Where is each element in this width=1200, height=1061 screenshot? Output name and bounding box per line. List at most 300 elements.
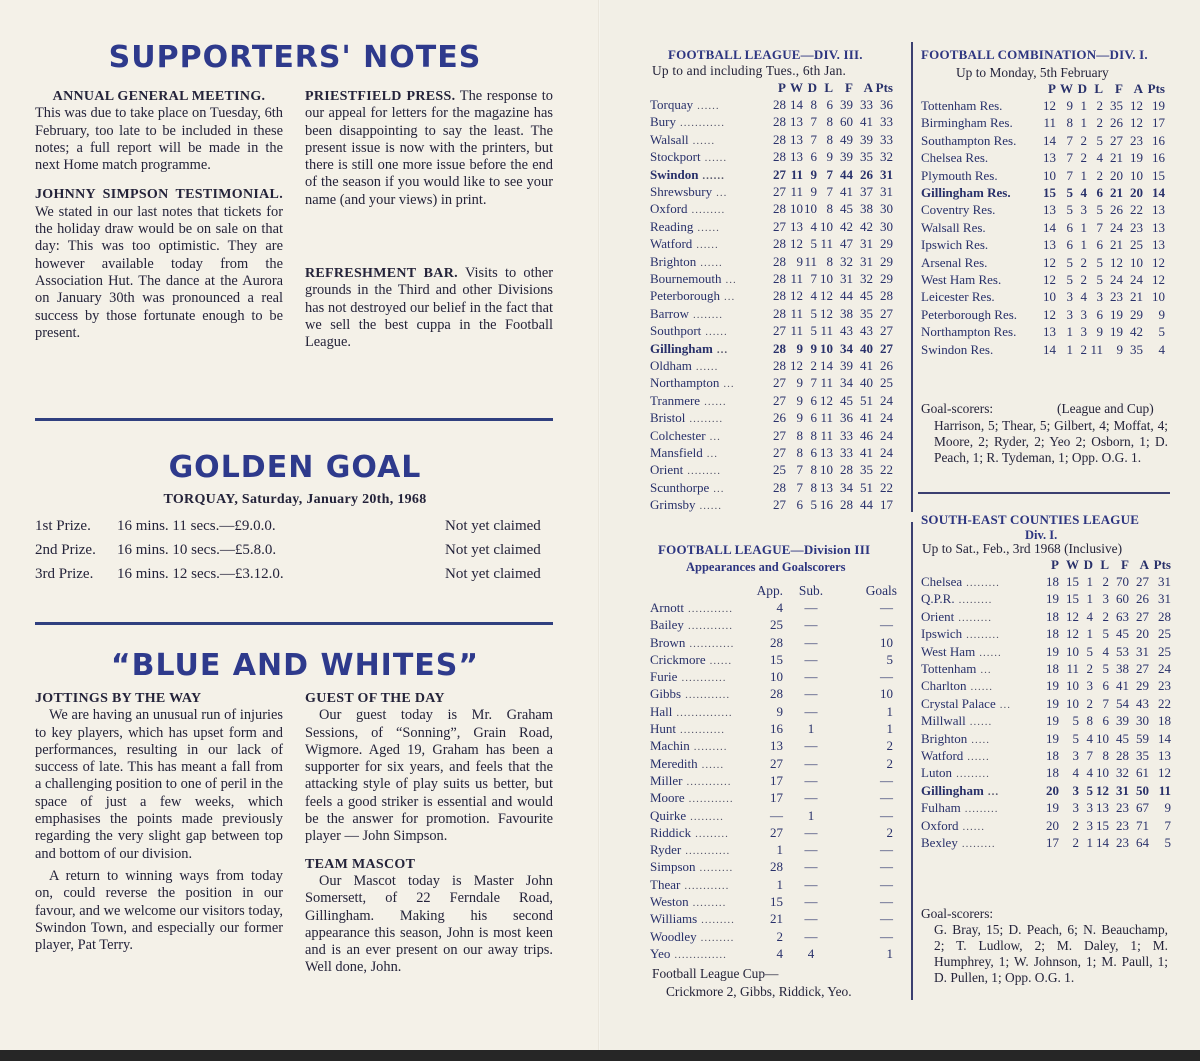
team-name: Tottenham Res. xyxy=(921,98,1003,114)
team-name: Chelsea Res. xyxy=(921,150,989,166)
stat-d: 2 xyxy=(1080,150,1087,166)
appearances-cell: 13 xyxy=(770,738,783,754)
table-row xyxy=(650,427,893,444)
stat-w: 9 xyxy=(796,375,803,391)
stat-d: 8 xyxy=(1086,713,1093,729)
blue-whites-heading: “BLUE AND WHITES” xyxy=(110,648,480,683)
combination-goalscorers-note: (League and Cup) xyxy=(1057,401,1154,416)
apps-table xyxy=(650,582,897,963)
stat-f: 34 xyxy=(840,340,853,356)
stat-p: 27 xyxy=(773,427,786,443)
header-l: L xyxy=(1094,80,1103,96)
table-row xyxy=(650,807,897,824)
team-name: Barrow xyxy=(650,305,689,321)
press-text: The response to our appeal for letters for the magazine has been disappointing to say the least. The present issue is now with the printers, but there is still one more issue before the end of the season if you would like to see your name (and your views) in print. xyxy=(305,88,553,208)
leader-dots: ... xyxy=(725,273,737,286)
team-cell xyxy=(921,237,1039,254)
team-cell xyxy=(921,341,1039,358)
stat-w: 1 xyxy=(1066,324,1073,340)
apps-header-sub: Sub. xyxy=(798,582,824,598)
stat-a: 25 xyxy=(1130,237,1143,253)
stat-d: 2 xyxy=(1080,341,1087,357)
jottings-text-1: We are having an unusual run of injuries to key players, which has upset form and performances, resulting in our lack of success of late. This has meant a fall from a challenging position to one of peril in the space of just a few weeks, which emphasises the points made previously regarding the very slight gap between top and bottom of our division. xyxy=(35,707,283,862)
stat-pts: 25 xyxy=(880,375,893,391)
stat-w: 7 xyxy=(1066,132,1073,148)
header-w: W xyxy=(790,79,803,95)
stat-p: 19 xyxy=(1046,678,1059,694)
team-cell xyxy=(650,96,768,113)
stat-pts: 29 xyxy=(880,253,893,269)
stat-w: 4 xyxy=(1072,765,1079,781)
team-name: Northampton xyxy=(650,375,720,391)
team-name: West Ham Res. xyxy=(921,271,1002,287)
stat-w: 10 xyxy=(1066,695,1079,711)
team-name: Reading xyxy=(650,218,694,234)
southeast-title: SOUTH-EAST COUNTIES LEAGUE xyxy=(921,512,1140,527)
player-cell xyxy=(650,945,750,962)
team-cell xyxy=(921,730,1039,747)
stat-p: 19 xyxy=(1046,800,1059,816)
stat-w: 9 xyxy=(796,340,803,356)
player-cell xyxy=(650,772,750,789)
stat-d: 11 xyxy=(804,253,817,269)
stat-w: 9 xyxy=(796,410,803,426)
stat-f: 23 xyxy=(1116,834,1129,850)
stat-d: 5 xyxy=(810,305,817,321)
leader-dots: ...... xyxy=(979,646,1002,659)
stat-f: 21 xyxy=(1110,185,1123,201)
stat-p: 17 xyxy=(1046,834,1059,850)
header-w: W xyxy=(1066,556,1079,572)
stat-l: 11 xyxy=(820,410,833,426)
table-row xyxy=(921,323,1165,340)
leader-dots: ............ xyxy=(685,689,731,702)
header-p: P xyxy=(778,79,786,95)
appearances-cell: 25 xyxy=(770,617,783,633)
player-name: Arnott xyxy=(650,599,684,615)
stat-w: 3 xyxy=(1066,289,1073,305)
stat-pts: 24 xyxy=(880,410,893,426)
supporters-notes-heading: SUPPORTERS' NOTES xyxy=(108,40,482,75)
goals-cell: 1 xyxy=(886,703,893,719)
team-cell xyxy=(921,765,1039,782)
stat-l: 13 xyxy=(1096,800,1109,816)
appearances-cell: 21 xyxy=(770,911,783,927)
leader-dots: ... xyxy=(709,430,721,443)
stat-pts: 30 xyxy=(880,201,893,217)
stat-pts: 14 xyxy=(1158,730,1171,746)
leader-dots: ...... xyxy=(700,256,723,269)
player-name: Moore xyxy=(650,790,685,806)
stat-p: 12 xyxy=(1043,254,1056,270)
team-cell xyxy=(650,253,768,270)
table-row xyxy=(921,713,1171,730)
goals-cell: 5 xyxy=(886,651,893,667)
team-name: Orient xyxy=(921,608,955,624)
table-row xyxy=(650,824,897,841)
right-page xyxy=(600,0,1200,1061)
player-cell xyxy=(650,651,750,668)
table-row xyxy=(650,945,897,962)
table-row xyxy=(921,626,1171,643)
stat-l: 12 xyxy=(820,392,833,408)
table-row xyxy=(650,668,897,685)
stat-w: 15 xyxy=(1066,591,1079,607)
stat-f: 19 xyxy=(1110,306,1123,322)
team-name: Charlton xyxy=(921,678,967,694)
stat-p: 27 xyxy=(773,497,786,513)
stat-d: 1 xyxy=(1080,115,1087,131)
leader-dots: ............ xyxy=(686,775,732,788)
stat-pts: 17 xyxy=(1152,115,1165,131)
stat-l: 11 xyxy=(1090,341,1103,357)
team-name: Q.P.R. xyxy=(921,591,955,607)
stat-l: 7 xyxy=(1102,695,1109,711)
leader-dots: ......... xyxy=(699,862,734,875)
stat-f: 41 xyxy=(1116,678,1129,694)
goals-cell: — xyxy=(880,911,893,927)
stat-l: 7 xyxy=(1096,219,1103,235)
stat-pts: 33 xyxy=(880,131,893,147)
header-l: L xyxy=(824,79,833,95)
stat-pts: 9 xyxy=(1164,800,1171,816)
team-name: Crystal Palace xyxy=(921,695,996,711)
stat-l: 6 xyxy=(1096,237,1103,253)
stat-a: 42 xyxy=(1130,324,1143,340)
stat-d: 5 xyxy=(810,497,817,513)
stat-a: 33 xyxy=(860,97,873,113)
stat-f: 43 xyxy=(840,323,853,339)
team-name: Gillingham xyxy=(650,340,713,356)
stat-a: 29 xyxy=(1136,678,1149,694)
stat-d: 2 xyxy=(1080,132,1087,148)
team-name: Chelsea xyxy=(921,574,963,590)
div3-subtitle: Up to and including Tues., 6th Jan. xyxy=(652,63,847,78)
stat-w: 13 xyxy=(790,131,803,147)
combination-goalscorers: Harrison, 5; Thear, 5; Gilbert, 4; Moffat, 4; Moore, 2; Ryder, 2; Yeo 2; Osborn, 1; D. Peach, 1; R. Tydeman, 1; Opp. O.G. 1. xyxy=(934,418,1168,465)
stat-l: 8 xyxy=(826,114,833,130)
team-cell xyxy=(650,340,768,357)
stat-p: 28 xyxy=(773,201,786,217)
stat-p: 28 xyxy=(773,97,786,113)
appearances-cell: 1 xyxy=(776,842,783,858)
stat-l: 3 xyxy=(1102,591,1109,607)
team-cell xyxy=(921,132,1039,149)
player-cell xyxy=(650,720,750,737)
stat-f: 39 xyxy=(840,357,853,373)
stat-d: 3 xyxy=(1086,678,1093,694)
stat-l: 5 xyxy=(1102,626,1109,642)
stat-w: 5 xyxy=(1066,271,1073,287)
table-row xyxy=(921,730,1171,747)
appearances-cell: 4 xyxy=(776,599,783,615)
combination-subtitle: Up to Monday, 5th February xyxy=(956,65,1109,80)
player-cell xyxy=(650,893,750,910)
team-name: Bristol xyxy=(650,410,686,426)
bottom-edge xyxy=(0,1050,1200,1061)
stat-a: 30 xyxy=(1136,713,1149,729)
sub-cell: — xyxy=(804,824,818,840)
team-cell xyxy=(650,496,768,513)
stat-l: 16 xyxy=(820,497,833,513)
team-name: Grimsby xyxy=(650,497,696,513)
stat-f: 12 xyxy=(1110,254,1123,270)
stat-l: 10 xyxy=(1096,730,1109,746)
stat-pts: 12 xyxy=(1152,271,1165,287)
goals-cell: 1 xyxy=(886,945,893,961)
table-row xyxy=(921,237,1165,254)
table-row xyxy=(921,150,1165,167)
stat-pts: 4 xyxy=(1158,341,1165,357)
stat-l: 5 xyxy=(1096,254,1103,270)
stat-a: 22 xyxy=(1130,202,1143,218)
stat-d: 7 xyxy=(810,270,817,286)
appearances-cell: 9 xyxy=(776,703,783,719)
stat-d: 2 xyxy=(1086,695,1093,711)
team-cell xyxy=(921,713,1039,730)
stat-f: 45 xyxy=(840,392,853,408)
stat-d: 9 xyxy=(810,340,817,356)
stat-f: 32 xyxy=(840,253,853,269)
stat-pts: 13 xyxy=(1158,747,1171,763)
stat-w: 12 xyxy=(1066,626,1079,642)
stat-a: 23 xyxy=(1130,219,1143,235)
header-pts: Pts xyxy=(875,79,893,95)
player-name: Weston xyxy=(650,893,689,909)
stat-l: 8 xyxy=(826,253,833,269)
sub-cell: — xyxy=(804,928,818,944)
player-name: Riddick xyxy=(650,824,692,840)
apps-title: FOOTBALL LEAGUE—Division III xyxy=(658,542,871,557)
leader-dots: ...... xyxy=(699,500,722,513)
stat-p: 13 xyxy=(1043,150,1056,166)
table-row xyxy=(650,876,897,893)
leader-dots: ..... xyxy=(971,733,990,746)
goals-cell: — xyxy=(880,859,893,875)
table-row xyxy=(921,271,1165,288)
stat-a: 31 xyxy=(860,236,873,252)
stat-f: 21 xyxy=(1110,150,1123,166)
appearances-cell: 28 xyxy=(770,686,783,702)
stat-pts: 13 xyxy=(1152,237,1165,253)
leader-dots: ......... xyxy=(695,827,729,840)
stat-w: 5 xyxy=(1066,254,1073,270)
table-row xyxy=(650,270,893,287)
div3-title: FOOTBALL LEAGUE—DIV. III. xyxy=(668,47,863,62)
player-name: Yeo xyxy=(650,945,671,961)
stat-f: 42 xyxy=(840,218,853,234)
stat-w: 10 xyxy=(790,201,803,217)
stat-l: 4 xyxy=(1096,150,1103,166)
team-cell xyxy=(650,288,768,305)
stat-f: 34 xyxy=(840,375,853,391)
stat-d: 1 xyxy=(1080,167,1087,183)
stat-d: 7 xyxy=(810,114,817,130)
team-name: Torquay xyxy=(650,97,694,113)
player-name: Williams xyxy=(650,911,698,927)
stat-a: 59 xyxy=(1136,730,1149,746)
player-cell xyxy=(650,790,750,807)
sub-cell: — xyxy=(804,738,818,754)
stat-a: 35 xyxy=(1136,747,1149,763)
table-row xyxy=(921,219,1165,236)
player-cell xyxy=(650,928,750,945)
stat-w: 8 xyxy=(1066,115,1073,131)
table-row xyxy=(650,651,897,668)
stat-pts: 17 xyxy=(880,497,893,513)
stat-pts: 28 xyxy=(1158,608,1171,624)
stat-l: 14 xyxy=(1096,834,1109,850)
stat-p: 27 xyxy=(773,166,786,182)
stat-d: 2 xyxy=(1080,254,1087,270)
stat-d: 6 xyxy=(810,444,817,460)
stat-p: 28 xyxy=(773,270,786,286)
team-cell xyxy=(921,289,1039,306)
stat-f: 24 xyxy=(1110,219,1123,235)
stat-w: 14 xyxy=(790,97,803,113)
stat-p: 12 xyxy=(1043,271,1056,287)
appearances-cell: 28 xyxy=(770,859,783,875)
team-name: Gillingham xyxy=(921,782,984,798)
column-divider xyxy=(911,522,913,1000)
player-name: Machin xyxy=(650,738,690,754)
stat-d: 7 xyxy=(810,131,817,147)
team-cell xyxy=(921,97,1039,114)
appearances-cell: 2 xyxy=(776,928,783,944)
team-cell xyxy=(650,479,768,496)
stat-f: 47 xyxy=(840,236,853,252)
stat-l: 6 xyxy=(1102,713,1109,729)
header-a: A xyxy=(1133,80,1143,96)
appearances-cell: 16 xyxy=(770,721,783,737)
stat-f: 53 xyxy=(1116,643,1129,659)
supporters-notes-col1 xyxy=(35,88,283,342)
team-name: Fulham xyxy=(921,800,961,816)
table-row xyxy=(650,738,897,755)
leader-dots: ... xyxy=(713,482,725,495)
stat-d: 3 xyxy=(1080,324,1087,340)
stat-d: 3 xyxy=(1080,306,1087,322)
stat-pts: 33 xyxy=(880,114,893,130)
stat-pts: 25 xyxy=(1158,643,1171,659)
appearances-cell: 1 xyxy=(776,876,783,892)
team-name: Orient xyxy=(650,462,684,478)
stat-a: 39 xyxy=(860,131,873,147)
team-name: Tranmere xyxy=(650,392,701,408)
table-row xyxy=(650,479,893,496)
table-row xyxy=(650,617,897,634)
stat-l: 12 xyxy=(1096,782,1109,798)
stat-pts: 16 xyxy=(1152,132,1165,148)
jottings-text-2: A return to winning ways from today on, could reverse the position in our favour, and we welcome our visitors today, Swindon Town, and especially our former player, Pat Terry. xyxy=(35,867,283,954)
table-row xyxy=(921,202,1165,219)
table-row xyxy=(921,573,1171,590)
sub-cell: 1 xyxy=(807,721,815,737)
table-row xyxy=(921,289,1165,306)
stat-d: 3 xyxy=(1080,202,1087,218)
goals-cell: 1 xyxy=(886,721,893,737)
stat-p: 13 xyxy=(1043,237,1056,253)
team-name: Oldham xyxy=(650,357,692,373)
stat-a: 27 xyxy=(1136,574,1149,590)
stat-f: 39 xyxy=(840,97,853,113)
stat-l: 11 xyxy=(820,236,833,252)
header-f: F xyxy=(1121,556,1129,572)
goals-cell: — xyxy=(880,876,893,892)
team-name: Swindon xyxy=(650,166,699,182)
stat-p: 18 xyxy=(1046,574,1059,590)
stat-f: 26 xyxy=(1110,115,1123,131)
stat-w: 3 xyxy=(1066,306,1073,322)
table-row xyxy=(921,167,1165,184)
stat-pts: 13 xyxy=(1152,202,1165,218)
team-name: Scunthorpe xyxy=(650,479,710,495)
player-cell xyxy=(650,876,750,893)
stat-l: 10 xyxy=(1096,765,1109,781)
stat-a: 38 xyxy=(860,201,873,217)
stat-a: 19 xyxy=(1130,150,1143,166)
stat-w: 6 xyxy=(1066,237,1073,253)
header-w: W xyxy=(1060,80,1073,96)
stat-l: 5 xyxy=(1102,661,1109,677)
stat-pts: 31 xyxy=(1158,574,1171,590)
stat-d: 4 xyxy=(810,218,817,234)
stat-p: 28 xyxy=(773,114,786,130)
sub-cell: 1 xyxy=(807,807,815,823)
team-cell xyxy=(921,799,1039,816)
player-name: Gibbs xyxy=(650,686,682,702)
leader-dots: ... xyxy=(724,291,736,304)
stat-w: 8 xyxy=(796,444,803,460)
table-row xyxy=(650,686,897,703)
stat-p: 27 xyxy=(773,392,786,408)
stat-pts: 22 xyxy=(880,462,893,478)
stat-a: 23 xyxy=(1130,132,1143,148)
goals-cell: — xyxy=(880,893,893,909)
stat-l: 12 xyxy=(820,288,833,304)
player-name: Hunt xyxy=(650,721,676,737)
stat-a: 40 xyxy=(860,340,873,356)
appearances-cell: 15 xyxy=(770,651,783,667)
stat-f: 41 xyxy=(840,184,853,200)
stat-a: 43 xyxy=(1136,695,1149,711)
stat-a: 40 xyxy=(860,375,873,391)
stat-d: 2 xyxy=(1086,661,1093,677)
stat-l: 13 xyxy=(820,479,833,495)
stat-pts: 9 xyxy=(1158,306,1165,322)
sub-cell: — xyxy=(804,893,818,909)
team-cell xyxy=(650,444,768,461)
leader-dots: ......... xyxy=(966,629,1000,642)
stat-l: 4 xyxy=(1102,643,1109,659)
team-name: Plymouth Res. xyxy=(921,167,998,183)
leader-dots: ............ xyxy=(684,879,730,892)
stat-w: 10 xyxy=(1066,678,1079,694)
prize-row-1 xyxy=(35,518,555,542)
stat-pts: 23 xyxy=(1158,678,1171,694)
header-p: P xyxy=(1051,556,1059,572)
sub-cell: — xyxy=(804,617,818,633)
stat-w: 5 xyxy=(1066,185,1073,201)
leader-dots: ...... xyxy=(704,152,728,165)
stat-f: 54 xyxy=(1116,695,1129,711)
stat-l: 8 xyxy=(826,131,833,147)
stat-f: 34 xyxy=(840,479,853,495)
header-pts: Pts xyxy=(1153,556,1171,572)
apps-subtitle: Appearances and Goalscorers xyxy=(686,560,846,574)
stat-f: 39 xyxy=(840,149,853,165)
table-row xyxy=(650,357,893,374)
